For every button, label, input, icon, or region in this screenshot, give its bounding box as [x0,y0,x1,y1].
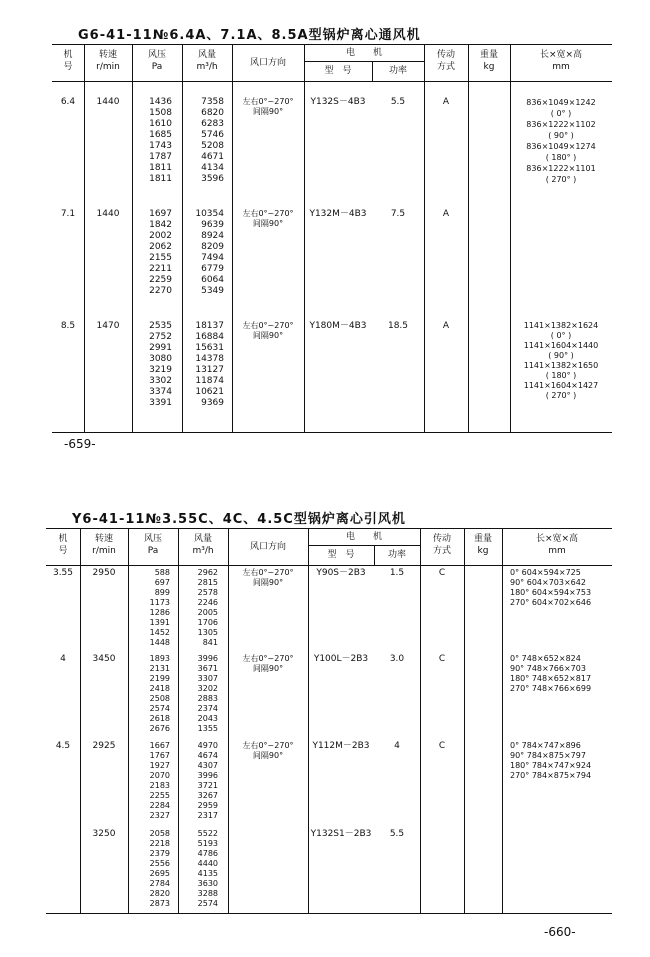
header-model: 型 号 [324,66,352,76]
table-cell-flow: 3996 3671 3307 3202 2883 2374 2043 1355 [197,654,218,733]
header-speed: 转速 r/min [96,50,120,72]
table-cell-pressure: 1697 1842 2002 2062 2155 2211 2259 2270 [149,209,172,296]
header-weight: 重量 kg [479,50,498,72]
table-cell-outlet: 左右0°~270° 间隔90° [242,568,294,587]
table-cell-speed: 2950 [92,568,116,578]
header-outlet: 风口方向 [249,542,286,552]
header-flow: 风量 m³/h [192,534,214,556]
header-no: 机 号 [63,50,73,72]
table-cell-flow: 7358 6820 6283 5746 5208 4671 4134 3596 [201,97,224,184]
header-pressure: 风压 Pa [143,534,162,556]
table-cell-flow: 10354 9639 8924 8209 7494 6779 6064 5349 [195,209,224,296]
bottom-table-title: Y6-41-11№3.55C、4C、4.5C型锅炉离心引风机 [72,512,406,527]
header-motor: 电 机 [345,48,382,58]
header-dims: 长×宽×高 mm [539,50,583,72]
table-cell-outlet: 左右0°~270° 间隔90° [242,741,294,760]
table-cell-model: Y132M－4B3 [309,209,367,219]
table-cell-model: Y180M－4B3 [309,321,367,331]
table-cell-speed: 3450 [92,654,116,664]
table-cell-dims: 0° 748×652×824 90° 748×766×703 180° 748×652×817 270° 748×766×699 [510,654,592,693]
table-cell-outlet: 左右0°~270° 间隔90° [242,321,294,340]
table-cell-flow: 2962 2815 2578 2246 2005 1706 1305 841 [197,568,218,647]
header-power: 功率 [388,66,407,76]
table-cell-outlet: 左右0°~270° 间隔90° [242,97,294,116]
table-cell-pressure: 1893 2131 2199 2418 2508 2574 2618 2676 [149,654,170,733]
table-cell-speed: 1440 [96,209,120,219]
header-no: 机 号 [58,534,68,556]
table-cell-outlet: 左右0°~270° 间隔90° [242,654,294,673]
header-pressure: 风压 Pa [147,50,166,72]
table-cell-no: 7.1 [60,209,76,219]
table-cell-model: Y100L－2B3 [313,654,369,664]
table-cell-power: 18.5 [387,321,409,331]
table-cell-pressure: 2535 2752 2991 3080 3219 3302 3374 3391 [149,321,172,408]
table-cell-flow: 18137 16884 15631 14378 13127 11874 10621 9369 [195,321,224,408]
table-cell-pressure: 2058 2218 2379 2556 2695 2784 2820 2873 [149,829,170,908]
header-drive: 传动 方式 [436,50,455,72]
table-cell-drive: A [442,209,450,219]
header-power: 功率 [387,550,406,560]
table-cell-power: 4 [394,741,400,751]
bottom-table [46,528,612,914]
table-cell-drive: C [438,741,446,751]
table-cell-flow: 4970 4674 4307 3996 3721 3267 2959 2317 [197,741,218,820]
table-cell-model: Y132S1－2B3 [310,829,372,839]
table-cell-no: 4 [60,654,66,664]
header-speed: 转速 r/min [92,534,116,556]
header-outlet: 风口方向 [249,58,286,68]
top-table [52,44,612,433]
table-cell-power: 3.0 [389,654,405,664]
table-cell-pressure: 1436 1508 1610 1685 1743 1787 1811 1811 [149,97,172,184]
header-flow: 风量 m³/h [196,50,218,72]
table-cell-speed: 3250 [92,829,116,839]
table-cell-dims: 0° 604×594×725 90° 604×703×642 180° 604×594×753 270° 604×702×646 [510,568,592,607]
table-cell-drive: A [442,321,450,331]
table-cell-no: 3.55 [52,568,74,578]
header-drive: 传动 方式 [432,534,451,556]
table-cell-drive: C [438,568,446,578]
table-cell-speed: 2925 [92,741,116,751]
table-cell-dims: 0° 784×747×896 90° 784×875×797 180° 784×747×924 270° 784×875×794 [510,741,592,780]
table-cell-no: 8.5 [60,321,76,331]
table-cell-model: Y132S－4B3 [310,97,366,107]
table-cell-speed: 1470 [96,321,120,331]
page-number-660: -660- [544,925,576,939]
table-cell-pressure: 1667 1767 1927 2070 2183 2255 2284 2327 [149,741,170,820]
table-cell-model: Y112M－2B3 [312,741,370,751]
table-cell-no: 4.5 [55,741,71,751]
table-cell-drive: C [438,654,446,664]
header-dims: 长×宽×高 mm [535,534,579,556]
table-cell-no: 6.4 [60,97,76,107]
table-cell-model: Y90S－2B3 [316,568,366,578]
header-motor: 电 机 [345,532,382,542]
table-cell-dims: 1141×1382×1624 ( 0° ) 1141×1604×1440 ( 90° ) 1141×1382×1650 ( 180° ) 1141×1604×1427 ( 270° ) [523,321,599,400]
table-cell-outlet: 左右0°~270° 间隔90° [242,209,294,228]
table-cell-drive: A [442,97,450,107]
header-model: 型 号 [327,550,355,560]
table-cell-power: 5.5 [389,829,405,839]
table-cell-power: 1.5 [389,568,405,578]
table-cell-flow: 5522 5193 4786 4440 4135 3630 3288 2574 [197,829,218,908]
table-cell-pressure: 588 697 899 1173 1286 1391 1452 1448 [149,568,170,647]
table-cell-dims: 836×1049×1242 ( 0° ) 836×1222×1102 ( 90° ) 836×1049×1274 ( 180° ) 836×1222×1101 ( 270° ) [526,98,596,184]
table-cell-power: 7.5 [390,209,406,219]
table-cell-speed: 1440 [96,97,120,107]
page-number-659: -659- [64,437,96,451]
top-table-title: G6-41-11№6.4A、7.1A、8.5A型锅炉离心通风机 [78,28,421,43]
table-cell-power: 5.5 [390,97,406,107]
header-weight: 重量 kg [473,534,492,556]
